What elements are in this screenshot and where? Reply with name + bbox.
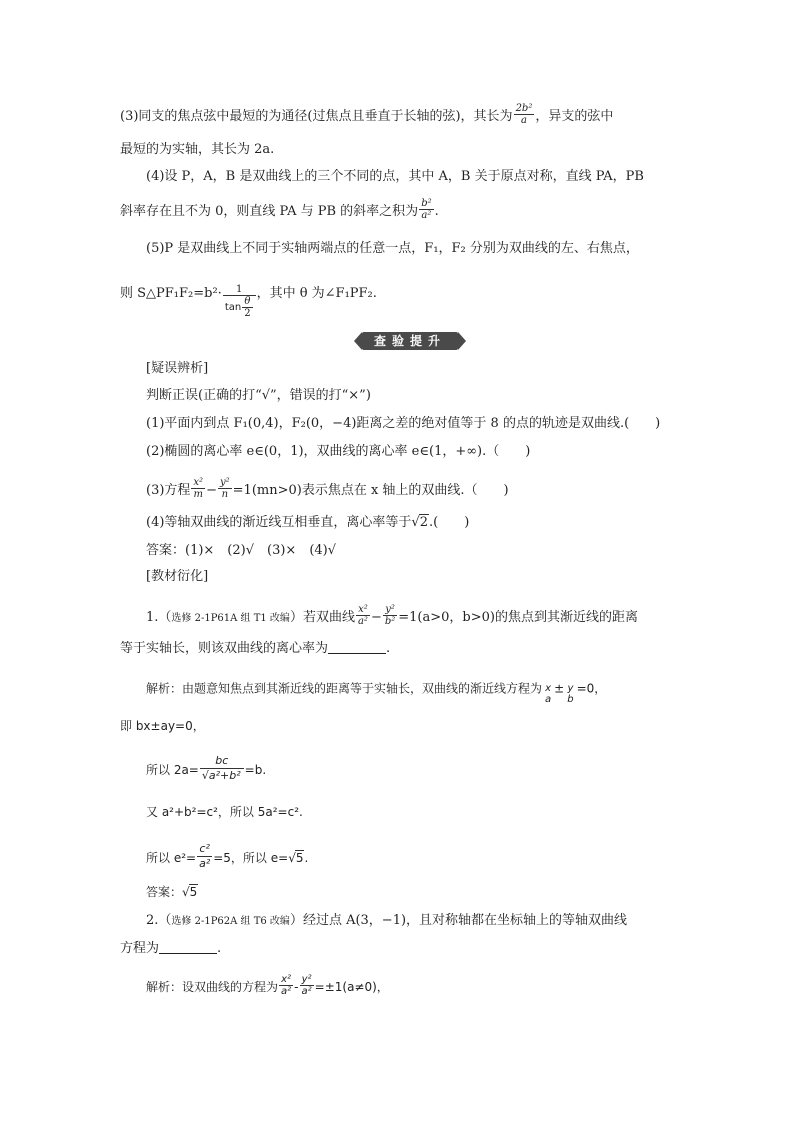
solution-1-line3: [146, 756, 266, 785]
q3-f2-num: y²: [219, 477, 230, 488]
q4-text-a: (4)等轴双曲线的渐近线互相垂直，离心率等于: [146, 515, 412, 530]
s1-g-num: c²: [197, 842, 212, 857]
s1-d-sqrt: √a²+b²: [201, 769, 241, 782]
q3-minus: −: [206, 483, 217, 498]
section1-title: [疑误辨析]: [146, 361, 209, 376]
prop5-frac-den: [223, 296, 256, 319]
question-4: [146, 513, 469, 533]
s1-text-g: 所以 e²=: [146, 851, 197, 865]
e1-text-b: ）若双曲线: [289, 610, 355, 625]
e1-f1-num: x²: [356, 604, 370, 616]
prop5-half-angle: [242, 296, 252, 319]
q4-sqrt: √2: [411, 515, 428, 530]
section2-title: [教材衍化]: [146, 569, 209, 584]
solution-1-line4: 又 a²+b²=c²，所以 5a²=c².: [146, 805, 303, 819]
e1-source-tag: 选修 2-1P61A 组 T1 改编: [171, 613, 290, 624]
solution-1-line5: [146, 844, 308, 873]
s1-frac-1: [543, 683, 553, 705]
e1-f2-den: b²: [384, 616, 396, 627]
s1-h-sqrt: √5: [288, 851, 304, 865]
prop3-line1: [120, 105, 613, 128]
prop5-text-b: 则 S△PF₁F₂=b²·: [120, 286, 222, 301]
s1-h-end: .: [304, 851, 309, 865]
prop3-text-c: 最短的为实轴，其长为 2a.: [120, 142, 275, 157]
question-3: [146, 479, 509, 502]
e1-minus: −: [370, 610, 382, 625]
prop3-line2: [120, 140, 274, 160]
s2-text-a: 解析：设双曲线的方程为: [146, 980, 279, 994]
prop5-line2: [120, 276, 377, 319]
q4-text-b: .( ): [429, 515, 470, 530]
e1-f2-num: y²: [383, 604, 397, 616]
s1-ans-sqrt: √5: [182, 885, 198, 899]
e1-frac-1: [356, 604, 370, 627]
s2-minus: -: [294, 980, 299, 994]
solution-1-answer: [146, 882, 198, 902]
prop3-fraction: [514, 103, 535, 126]
s2-text-b: =±1(a≠0)，: [314, 980, 389, 994]
s1-f2-den: b: [567, 694, 574, 705]
q3-f1-num: x²: [193, 477, 204, 488]
e1-answer-blank[interactable]: [328, 639, 386, 654]
prop4-frac-num: b²: [421, 198, 432, 209]
prop3-text-b: ，异支的弦中: [535, 109, 614, 124]
solution-2-line1: [146, 976, 389, 999]
banner-left-arrow-icon: [354, 332, 362, 350]
s2-frac-1: [279, 974, 293, 997]
solution-1-line1: [146, 678, 607, 705]
exercise-2-line2: [120, 939, 221, 959]
e2-answer-blank[interactable]: [159, 939, 217, 954]
s2-f2-num: y²: [300, 974, 314, 986]
s1-f1-num: x: [545, 683, 552, 694]
s1-ans-radicand: 5: [189, 885, 198, 899]
section-banner: [354, 330, 466, 352]
s1-h-radicand: 5: [295, 851, 304, 865]
prop4-end: .: [434, 204, 439, 219]
prop4-line1: [146, 167, 644, 187]
e1-frac-2: [383, 604, 397, 627]
e2-text-b: ）经过点 A(3，−1)，且对称轴都在坐标轴上的等轴双曲线: [289, 913, 628, 928]
q3-f1-den: m: [193, 489, 203, 500]
s1-text-a: 解析：由题意知焦点到其渐近线的距离等于实轴长，双曲线的渐近线方程为: [146, 681, 543, 696]
s1-pm: ±: [554, 681, 565, 696]
prop4-fraction: [419, 198, 433, 221]
e2-text-a: 2.（: [146, 913, 172, 928]
s1-d-den: [200, 769, 244, 783]
e1-text-d: 等于实轴长，则该双曲线的离心率为: [120, 641, 329, 656]
prop4-text-b: 斜率存在且不为 0，则直线 PA 与 PB 的斜率之积为: [120, 204, 419, 219]
banner-label: 查验提升: [373, 334, 446, 348]
prop4-text-a: (4)设 P，A，B 是双曲线上的三个不同的点，其中 A，B 关于原点对称，直线 PA，PB: [146, 169, 644, 184]
exercise-1-line2: [120, 639, 390, 659]
s1-d-radicand: a²+b²: [208, 769, 241, 782]
prop5-text-a: (5)P 是双曲线上不同于实轴两端点的任意一点，F₁，F₂ 分别为双曲线的左、右焦点，: [146, 241, 639, 256]
prop3-text-a: (3)同支的焦点弦中最短的为通径(过焦点且垂直于长轴的弦)，其长为: [120, 109, 513, 124]
prop4-line2: [120, 200, 439, 223]
s1-frac-3: [200, 754, 244, 783]
s2-f2-den: a²: [301, 986, 312, 997]
prop5-two: 2: [244, 308, 251, 319]
prop3-frac-den: a: [520, 115, 527, 126]
q3-frac-2: [218, 477, 232, 500]
s2-frac-2: [300, 974, 314, 997]
q3-f2-den: n: [221, 489, 229, 500]
s1-text-h: =5，所以 e=: [213, 851, 289, 865]
prop5-line1: [146, 239, 639, 259]
q4-sqrt-radicand: 2: [419, 515, 428, 530]
prop5-tan: tan: [224, 302, 242, 313]
s1-g-den: a²: [199, 857, 211, 870]
exercise-2-line1: [146, 911, 627, 932]
prop4-frac-den: a²: [421, 210, 432, 221]
s1-f2-num: y: [567, 683, 574, 694]
e1-text-a: 1.（: [146, 610, 172, 625]
q3-text-a: (3)方程: [146, 483, 191, 498]
e1-f1-den: a²: [357, 616, 368, 627]
q3-frac-1: [191, 477, 205, 500]
s1-ans-label: 答案：: [146, 885, 183, 899]
exercise-1-line1: [146, 606, 638, 629]
s1-f1-den: a: [545, 694, 552, 705]
section1-answer: 答案：(1)× (2)√ (3)× (4)√: [146, 543, 337, 558]
question-2: (2)椭圆的离心率 e∈(0，1)，双曲线的离心率 e∈(1，+∞).（ ): [146, 444, 531, 459]
prop5-theta: θ: [242, 296, 252, 308]
s1-text-e: =b.: [244, 763, 267, 777]
e2-source-tag: 选修 2-1P62A 组 T6 改编: [171, 916, 290, 927]
section1-instruction: 判断正误(正确的打“√”，错误的打“×”): [146, 388, 371, 403]
banner-right-arrow-icon: [458, 332, 466, 350]
s1-text-d: 所以 2a=: [146, 763, 199, 777]
s1-text-b: =0，: [576, 681, 607, 696]
solution-1-line2: 即 bx±ay=0，: [120, 719, 205, 733]
s1-frac-2: [565, 683, 575, 705]
e1-end: .: [386, 641, 391, 656]
prop5-fraction: [223, 284, 256, 319]
e1-text-c: =1(a>0，b>0)的焦点到其渐近线的距离: [398, 610, 638, 625]
e2-end: .: [217, 941, 222, 956]
prop3-frac-num: 2b²: [515, 103, 533, 114]
q3-text-b: =1(mn>0)表示焦点在 x 轴上的双曲线.（ ): [232, 483, 509, 498]
s1-frac-4: [197, 842, 212, 871]
e2-text-c: 方程为: [120, 941, 160, 956]
s2-f1-num: x²: [279, 974, 293, 986]
prop5-frac-num: 1: [223, 284, 256, 296]
prop5-text-c: ，其中 θ 为∠F₁PF₂.: [256, 286, 377, 301]
question-1: (1)平面内到点 F₁(0,4)，F₂(0，−4)距离之差的绝对值等于 8 的点的轨迹是双曲线.( ): [146, 416, 661, 431]
s1-d-num: bc: [200, 754, 244, 769]
s2-f1-den: a²: [281, 986, 292, 997]
